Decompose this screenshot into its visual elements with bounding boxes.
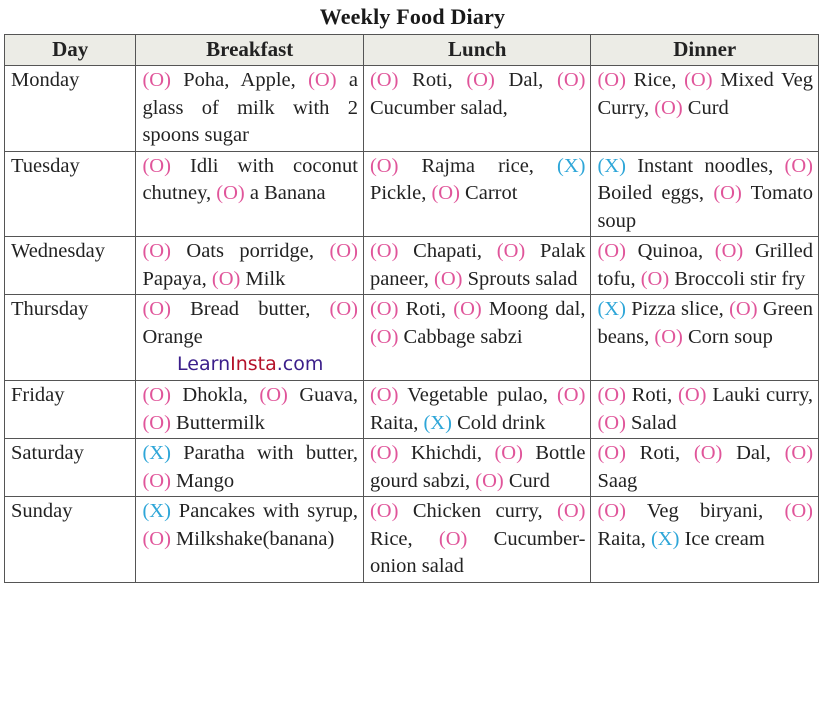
healthy-marker: (O) [142, 384, 171, 406]
table-row [5, 439, 819, 497]
healthy-marker: (O) [369, 298, 399, 320]
day-cell: Wednesday [5, 237, 136, 295]
unhealthy-marker: (X) [142, 442, 171, 464]
healthy-marker: (O) [784, 154, 814, 177]
food-item: Raita, [369, 411, 419, 434]
dinner-cell [591, 66, 819, 152]
food-item: Saag [597, 469, 638, 492]
food-item: Cabbage sabzi [403, 325, 523, 348]
healthy-marker: (O) [597, 411, 626, 434]
unhealthy-marker: (X) [597, 154, 626, 177]
header-lunch: Lunch [363, 35, 591, 66]
healthy-marker: (O) [693, 442, 723, 464]
food-item: Bottle gourd sabzi, [369, 442, 586, 492]
healthy-marker: (O) [142, 469, 171, 492]
food-item: Dhokla, [182, 384, 248, 406]
lunch-cell [363, 295, 591, 381]
unhealthy-marker: (X) [142, 500, 171, 522]
healthy-marker: (O) [142, 411, 171, 434]
healthy-marker: (O) [597, 500, 626, 522]
food-item: Boiled eggs, [597, 182, 705, 204]
day-cell: Saturday [5, 439, 136, 497]
header-breakfast: Breakfast [136, 35, 364, 66]
food-item: Roti, [631, 384, 673, 406]
table-row [5, 295, 819, 381]
food-item: Chicken curry, [412, 500, 543, 522]
food-item: Pizza slice, [631, 298, 724, 320]
healthy-marker: (O) [475, 469, 504, 492]
food-item: Dal, [508, 69, 544, 91]
food-item: Sprouts salad [467, 267, 578, 290]
food-item: Grilled tofu, [597, 240, 814, 290]
food-item: Lauki curry, [712, 384, 814, 406]
food-item: Curd [687, 96, 729, 119]
food-item: Buttermilk [176, 411, 265, 434]
healthy-marker: (O) [713, 182, 742, 204]
healthy-marker: (O) [557, 500, 586, 522]
table-row [5, 151, 819, 237]
healthy-marker: (O) [142, 69, 171, 91]
healthy-marker: (O) [369, 500, 399, 522]
food-item: Idli with coconut chutney, [142, 154, 358, 204]
watermark-part3: .com [276, 353, 324, 375]
food-item: Quinoa, [637, 240, 704, 262]
food-item: Cucumber-onion salad [369, 527, 586, 577]
breakfast-cell [136, 439, 364, 497]
healthy-marker: (O) [496, 240, 526, 262]
watermark-part2: Insta [230, 353, 277, 375]
food-item: Roti, [412, 69, 453, 91]
dinner-cell [591, 237, 819, 295]
food-item: Rice, [369, 527, 413, 550]
breakfast-cell [136, 237, 364, 295]
food-item: Corn soup [687, 325, 773, 348]
healthy-marker: (O) [654, 96, 683, 119]
page-title: Weekly Food Diary [319, 4, 506, 29]
healthy-marker: (O) [259, 384, 288, 406]
food-item: Rice, [633, 69, 677, 91]
food-item: Mango [176, 469, 235, 492]
healthy-marker: (O) [369, 384, 399, 406]
table-row [5, 497, 819, 583]
day-cell: Monday [5, 66, 136, 152]
healthy-marker: (O) [453, 298, 482, 320]
table-body [5, 66, 819, 583]
food-item: Milkshake(banana) [176, 527, 335, 550]
healthy-marker: (O) [216, 182, 245, 204]
watermark-part1: Learn [177, 353, 231, 375]
breakfast-cell [136, 151, 364, 237]
dinner-cell [591, 439, 819, 497]
healthy-marker: (O) [494, 442, 523, 464]
unhealthy-marker: (X) [597, 298, 626, 320]
food-item: Paratha with butter, [183, 442, 358, 464]
food-item: Pickle, [369, 182, 427, 204]
healthy-marker: (O) [597, 240, 626, 262]
food-item: Salad [631, 411, 677, 434]
healthy-marker: (O) [142, 154, 171, 177]
food-item: a glass of milk with 2 spoons sugar [142, 69, 358, 146]
unhealthy-marker: (X) [557, 154, 586, 177]
healthy-marker: (O) [142, 298, 171, 320]
healthy-marker: (O) [142, 240, 171, 262]
food-item: Cucumber salad, [369, 96, 508, 119]
food-item: Cold drink [457, 411, 546, 434]
food-item: Chapati, [413, 240, 483, 262]
table-row [5, 66, 819, 152]
food-item: Instant noodles, [637, 154, 774, 177]
unhealthy-marker: (X) [650, 527, 680, 550]
healthy-marker: (O) [784, 500, 813, 522]
food-item: Dal, [736, 442, 771, 464]
food-item: Raita, [597, 527, 646, 550]
food-item: Guava, [299, 384, 358, 406]
food-item: Broccoli stir fry [674, 267, 806, 290]
lunch-cell [363, 151, 591, 237]
watermark [142, 349, 358, 379]
header-dinner: Dinner [591, 35, 819, 66]
food-item: Ice cream [684, 527, 765, 550]
food-item: Bread butter, [190, 298, 311, 320]
healthy-marker: (O) [729, 298, 758, 320]
food-item: Pancakes with syrup, [178, 500, 358, 522]
food-item: Roti, [639, 442, 681, 464]
healthy-marker: (O) [211, 267, 241, 290]
food-item: Mixed Veg Curry, [597, 69, 813, 119]
lunch-cell [363, 237, 591, 295]
food-item: Papaya, [142, 267, 207, 290]
healthy-marker: (O) [369, 442, 399, 464]
food-item: Palak paneer, [369, 240, 586, 290]
breakfast-cell [136, 497, 364, 583]
unhealthy-marker: (X) [423, 411, 452, 434]
lunch-cell [363, 381, 591, 439]
healthy-marker: (O) [329, 240, 358, 262]
healthy-marker: (O) [369, 154, 399, 177]
healthy-marker: (O) [369, 240, 399, 262]
food-item: Moong dal, [488, 298, 586, 320]
day-cell: Thursday [5, 295, 136, 381]
healthy-marker: (O) [329, 298, 358, 320]
day-cell: Sunday [5, 497, 136, 583]
day-cell: Friday [5, 381, 136, 439]
healthy-marker: (O) [369, 325, 399, 348]
healthy-marker: (O) [438, 527, 468, 550]
food-item: Green beans, [597, 298, 814, 348]
dinner-cell [591, 151, 819, 237]
breakfast-cell [136, 295, 364, 381]
food-item: Roti, [405, 298, 447, 320]
healthy-marker: (O) [308, 69, 337, 91]
healthy-marker: (O) [434, 267, 463, 290]
table-header-row [5, 35, 819, 66]
food-item: Vegetable pulao, [407, 384, 548, 406]
healthy-marker: (O) [142, 527, 171, 550]
healthy-marker: (O) [784, 442, 814, 464]
table-row [5, 381, 819, 439]
healthy-marker: (O) [369, 69, 399, 91]
healthy-marker: (O) [557, 69, 586, 91]
day-cell: Tuesday [5, 151, 136, 237]
food-item: Milk [245, 267, 286, 290]
healthy-marker: (O) [431, 182, 460, 204]
food-item: Tomato soup [597, 182, 813, 232]
healthy-marker: (O) [654, 325, 683, 348]
healthy-marker: (O) [640, 267, 670, 290]
lunch-cell [363, 439, 591, 497]
dinner-cell [591, 295, 819, 381]
food-item: Rajma rice, [421, 154, 534, 177]
lunch-cell [363, 497, 591, 583]
healthy-marker: (O) [556, 384, 586, 406]
food-diary-table [4, 34, 819, 583]
breakfast-cell [136, 66, 364, 152]
healthy-marker: (O) [597, 384, 626, 406]
healthy-marker: (O) [714, 240, 744, 262]
food-item: Poha, Apple, [183, 69, 296, 91]
dinner-cell [591, 497, 819, 583]
healthy-marker: (O) [678, 384, 707, 406]
food-item: Oats porridge, [186, 240, 315, 262]
table-row [5, 237, 819, 295]
food-item: Orange [142, 325, 203, 348]
dinner-cell [591, 381, 819, 439]
food-item: Curd [508, 469, 550, 492]
header-day: Day [5, 35, 136, 66]
lunch-cell [363, 66, 591, 152]
healthy-marker: (O) [597, 442, 626, 464]
food-item: a Banana [249, 182, 326, 204]
food-item: Khichdi, [410, 442, 483, 464]
healthy-marker: (O) [597, 69, 626, 91]
food-item: Carrot [465, 182, 518, 204]
breakfast-cell [136, 381, 364, 439]
healthy-marker: (O) [684, 69, 713, 91]
healthy-marker: (O) [466, 69, 495, 91]
food-item: Veg biryani, [646, 500, 764, 522]
